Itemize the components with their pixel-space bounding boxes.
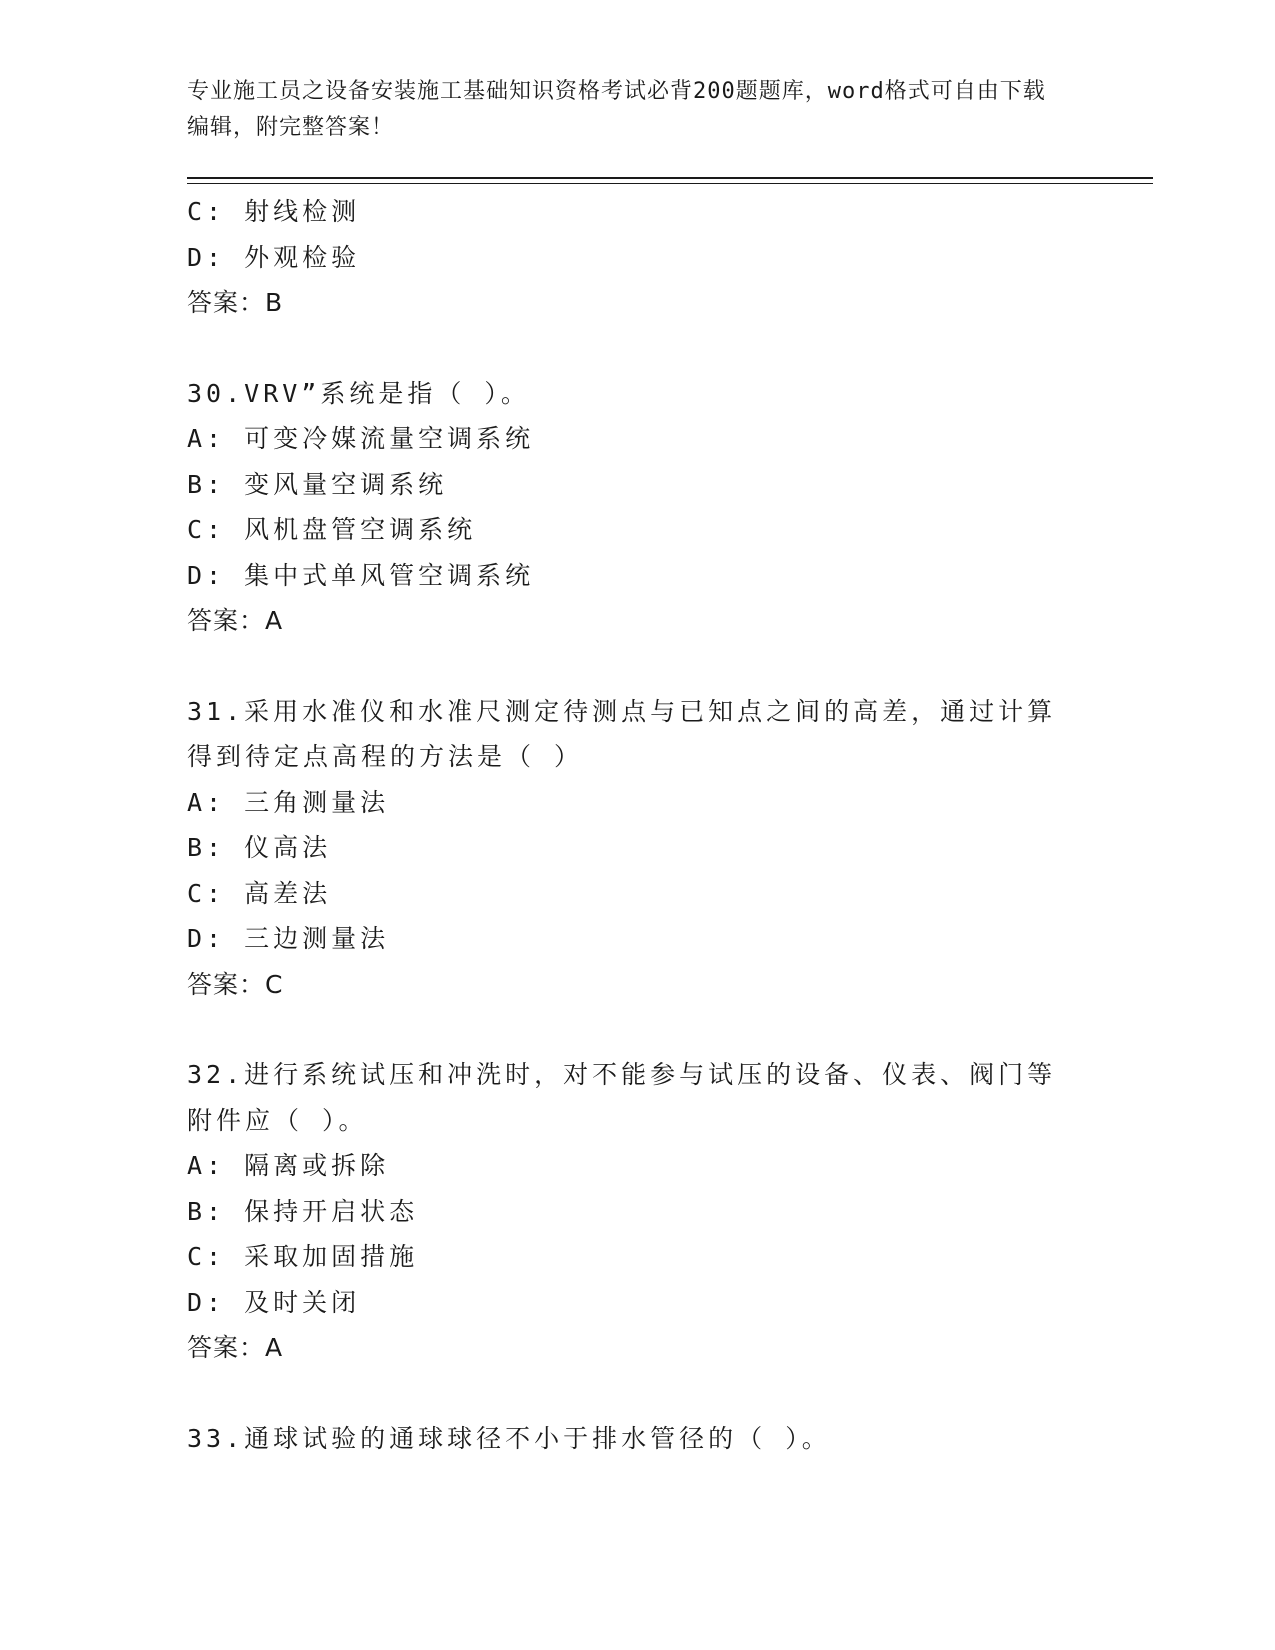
option-d: D: 及时关闭 bbox=[187, 1287, 361, 1317]
question-32 bbox=[187, 1052, 1087, 1371]
option-d: D: 外观检验 bbox=[187, 242, 361, 272]
option-a: A: 隔离或拆除 bbox=[187, 1151, 390, 1180]
spacer bbox=[187, 1371, 1087, 1416]
option-b: B: 变风量空调系统 bbox=[187, 469, 448, 499]
question-text: 31.采用水准仪和水准尺测定待测点与已知点之间的高差，通过计算得到待定点高程的方法是（ ） bbox=[187, 696, 1057, 771]
question-31 bbox=[187, 689, 1087, 1008]
option-a: A: 三角测量法 bbox=[187, 787, 390, 817]
header-divider-bottom bbox=[187, 183, 1153, 184]
document-title: 专业施工员之设备安装施工基础知识资格考试必背200题题库，word格式可自由下载编辑，附完整答案！ bbox=[187, 79, 1046, 140]
question-text: 33.通球试验的通球球径不小于排水管径的（ ）。 bbox=[187, 1423, 831, 1453]
option-c: C: 采取加固措施 bbox=[187, 1242, 419, 1271]
option-c: C: 高差法 bbox=[187, 878, 332, 908]
question-text: 30.VRV”系统是指（ ）。 bbox=[187, 378, 530, 408]
question-33 bbox=[187, 1416, 1087, 1462]
question-30 bbox=[187, 371, 1087, 644]
spacer bbox=[187, 1007, 1087, 1052]
option-d: D: 三边测量法 bbox=[187, 924, 390, 953]
option-b: B: 仪高法 bbox=[187, 833, 332, 862]
answer-line: 答案：A bbox=[187, 606, 284, 635]
answer-line: 答案：A bbox=[187, 1333, 284, 1362]
spacer bbox=[187, 326, 1087, 371]
header-divider-top bbox=[187, 177, 1153, 179]
answer-line: 答案：B bbox=[187, 288, 284, 317]
option-b: B: 保持开启状态 bbox=[187, 1196, 419, 1226]
question-list bbox=[187, 189, 1087, 1461]
option-a: A: 可变冷媒流量空调系统 bbox=[187, 424, 535, 453]
previous-question-tail bbox=[187, 189, 1087, 326]
option-d: D: 集中式单风管空调系统 bbox=[187, 560, 535, 590]
spacer bbox=[187, 644, 1087, 689]
option-c: C: 射线检测 bbox=[187, 197, 361, 226]
answer-line: 答案：C bbox=[187, 969, 284, 999]
option-c: C: 风机盘管空调系统 bbox=[187, 515, 477, 544]
question-text: 32.进行系统试压和冲洗时，对不能参与试压的设备、仪表、阀门等附件应（ ）。 bbox=[187, 1060, 1057, 1135]
